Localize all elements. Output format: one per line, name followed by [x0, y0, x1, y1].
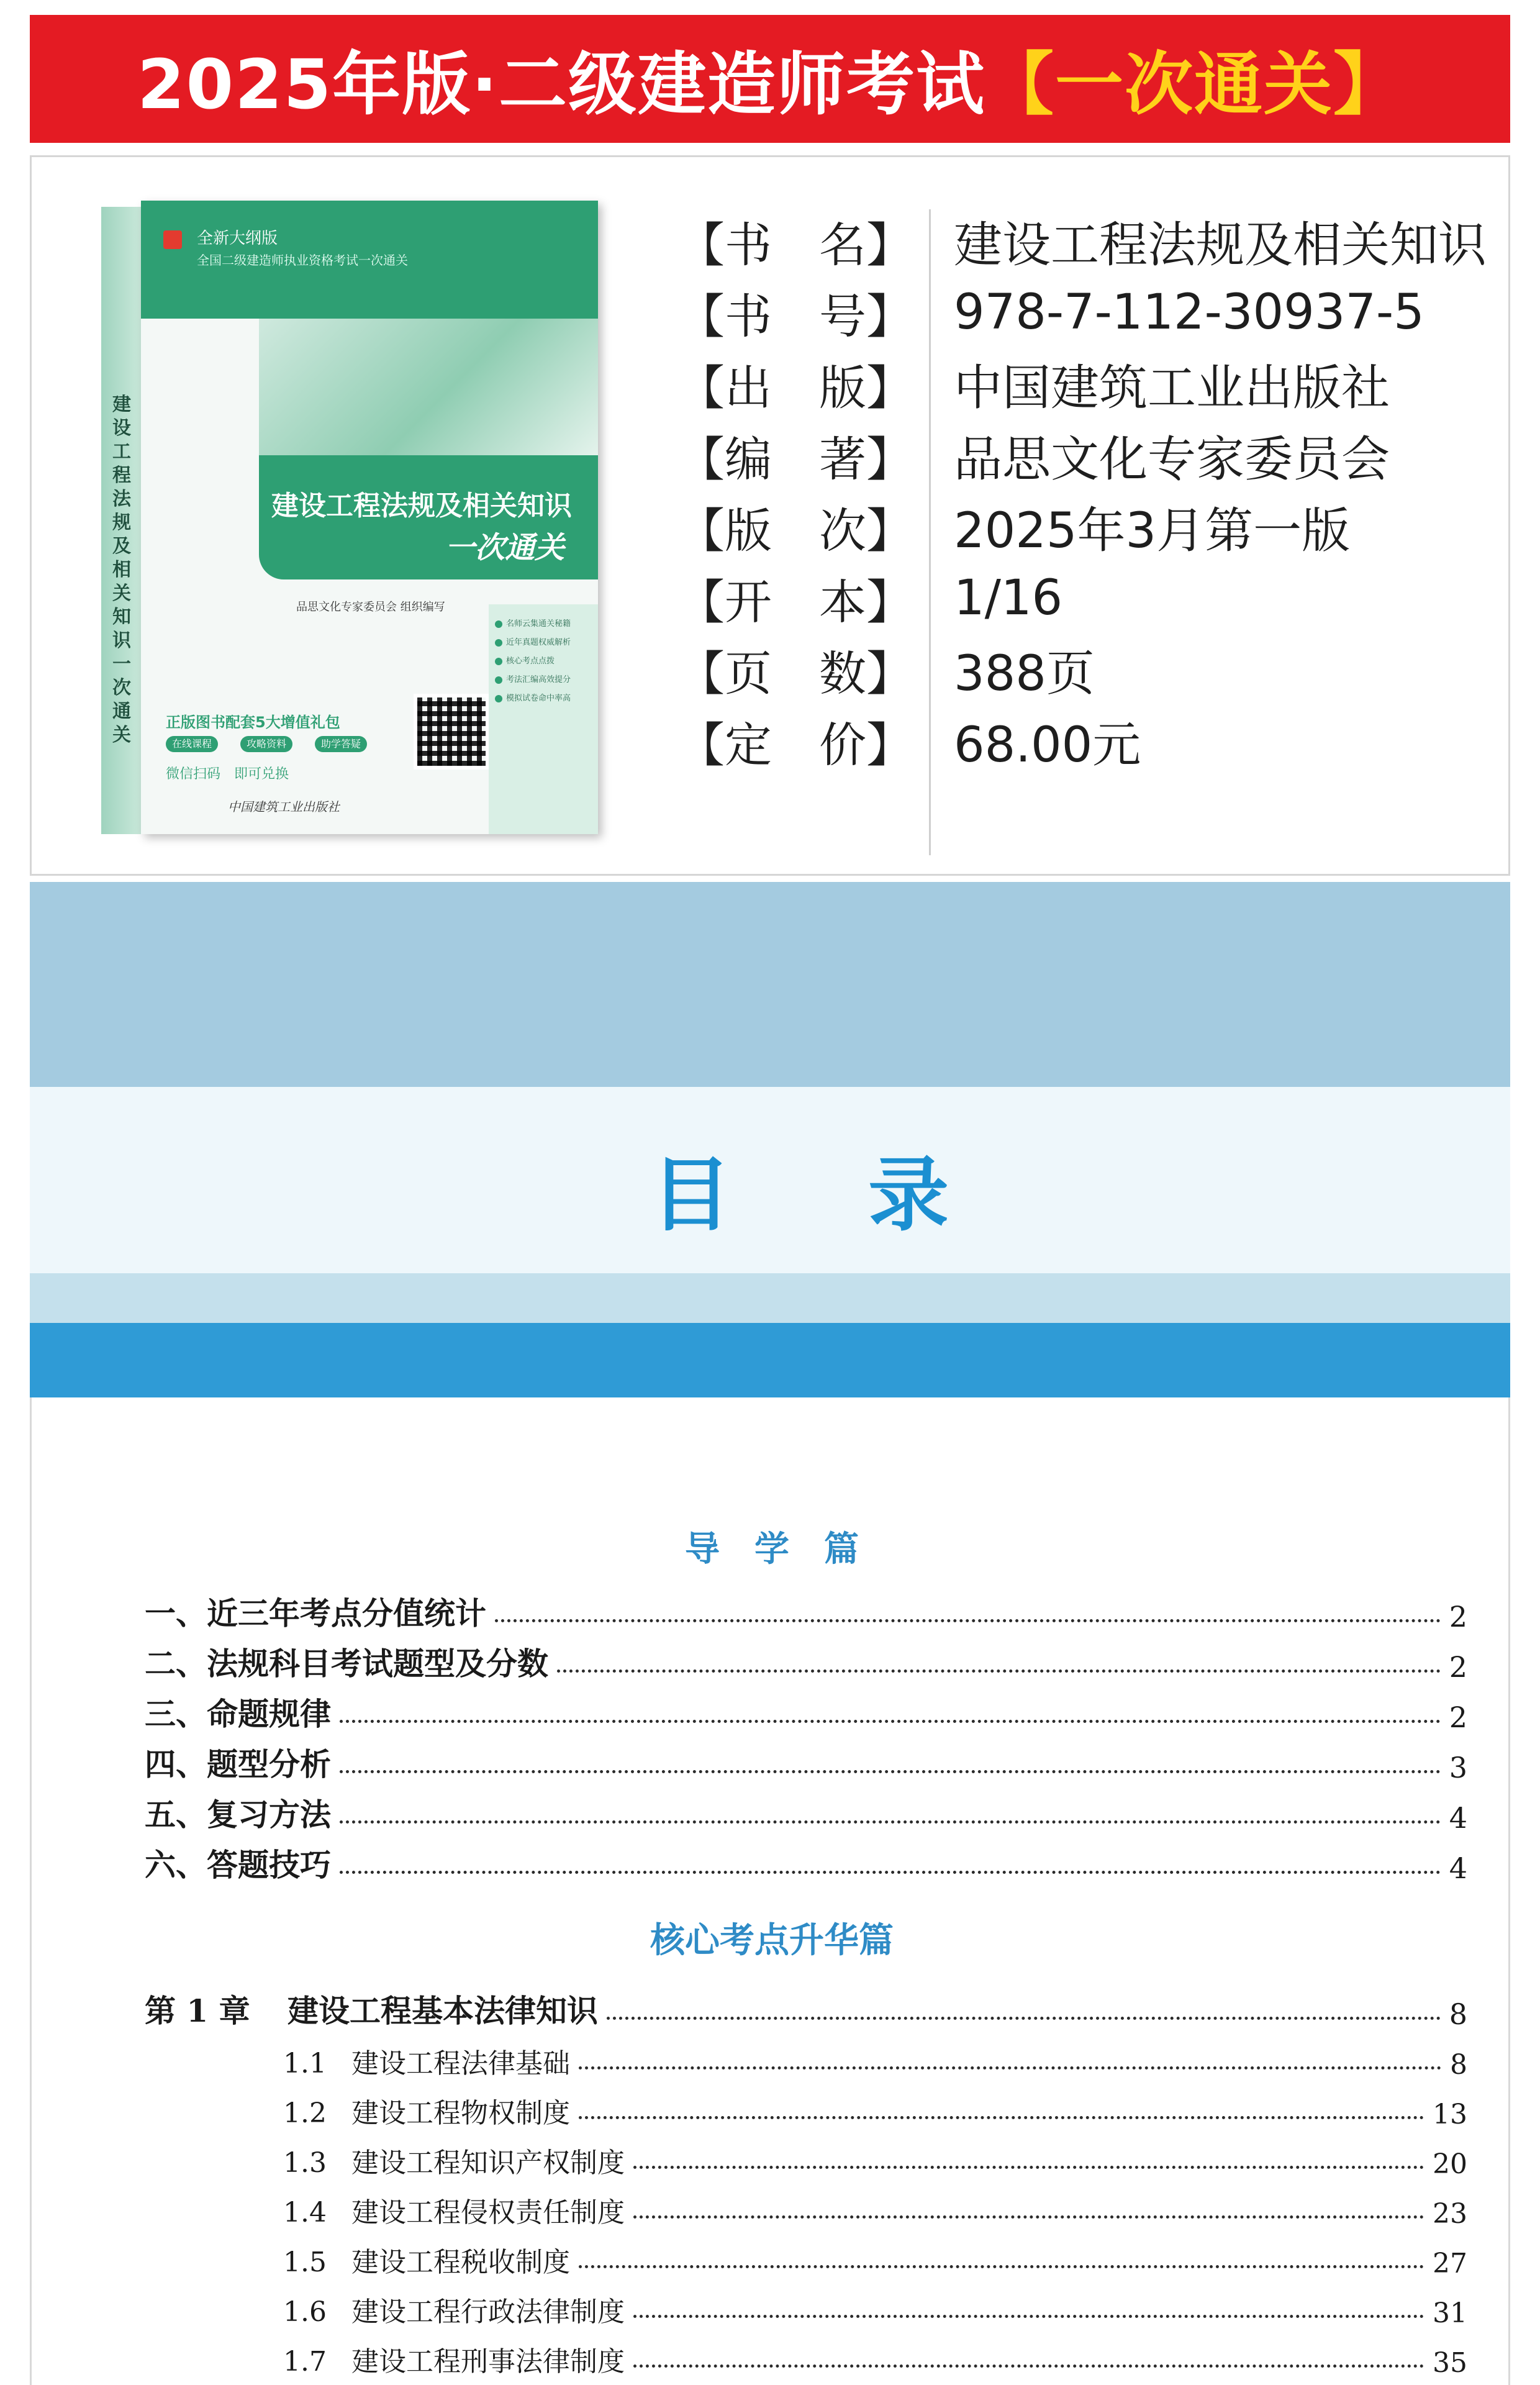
toc-section-entry[interactable] [283, 2037, 1467, 2081]
cover-title: 建设工程法规及相关知识 [271, 490, 572, 522]
toc-page-number: 31 [1433, 2297, 1467, 2329]
toc-leader-dots [607, 2017, 1441, 2020]
toc-page-number: 13 [1433, 2099, 1467, 2130]
book-front [141, 201, 598, 834]
promo-banner [30, 15, 1510, 143]
cover-subtitle: 一次通关 [445, 530, 565, 565]
toc-page-number: 2 [1449, 1650, 1467, 1684]
cover-feature: 近年真题权威解析 [495, 635, 571, 647]
info-label: 【出 版】 [677, 360, 913, 416]
book-cover-image [101, 201, 598, 834]
info-label: 【版 次】 [677, 502, 913, 558]
toc-page-number: 8 [1449, 1997, 1467, 2031]
toc-entry-label: 一、近三年考点分值统计 [145, 1595, 486, 1632]
info-value: 1/16 [954, 570, 1063, 626]
cover-feature: 模拟试卷命中率高 [495, 691, 571, 703]
toc-page-number: 4 [1449, 1801, 1467, 1835]
qr-code-icon [417, 697, 486, 766]
cover-building-image [259, 319, 598, 455]
info-value: 388页 [954, 646, 1095, 702]
cover-promo: 正版图书配套5大增值礼包 [166, 714, 340, 731]
toc-section-label [283, 2240, 570, 2279]
toc-page-number: 2 [1449, 1701, 1467, 1734]
band-dark [30, 1323, 1510, 1397]
cover-feature-panel [489, 604, 598, 834]
chapter-title: 建设工程基本法律知识 [288, 1992, 598, 2029]
toc-section-label [283, 2041, 570, 2081]
toc-section-label [283, 2140, 625, 2180]
toc-section-label [283, 2339, 625, 2379]
toc-entry[interactable] [145, 1842, 1467, 1885]
cover-publisher: 中国建筑工业出版社 [228, 799, 340, 814]
info-value: 品思文化专家委员会 [954, 432, 1390, 488]
book-spine [101, 207, 141, 834]
info-label: 【书 名】 [677, 217, 913, 273]
promo-chip: 在线课程 [166, 736, 218, 752]
toc-entry-label: 二、法规科目考试题型及分数 [145, 1645, 548, 1682]
toc-page-number: 27 [1433, 2248, 1467, 2279]
info-label: 【开 本】 [677, 574, 913, 630]
info-row [677, 207, 1510, 275]
toc-section-entry[interactable] [283, 2335, 1467, 2379]
toc-chapter-label [145, 1986, 598, 2031]
section-title: 建设工程税收制度 [351, 2246, 570, 2278]
spine-text: 建设工程法规及相关知识一次通关 [112, 394, 131, 746]
info-label: 【定 价】 [677, 717, 913, 773]
toc-section-entry[interactable] [283, 2137, 1467, 2180]
toc-page-number: 3 [1449, 1751, 1467, 1784]
cover-author: 品思文化专家委员会 组织编写 [296, 601, 445, 614]
info-value: 中国建筑工业出版社 [954, 360, 1390, 416]
toc-leader-dots [579, 2265, 1424, 2268]
info-value: 68.00元 [954, 717, 1141, 773]
toc-entry-label: 四、题型分析 [145, 1746, 331, 1783]
cover-edition: 全新大纲版 [197, 229, 278, 248]
info-row [677, 278, 1510, 347]
toc-leader-dots [633, 2166, 1424, 2169]
toc-entry[interactable] [145, 1741, 1467, 1784]
toc-page-number: 4 [1449, 1851, 1467, 1885]
section-title: 建设工程侵权责任制度 [351, 2197, 625, 2228]
toc-heading: 目录 [651, 1147, 1086, 1242]
info-value: 建设工程法规及相关知识 [954, 217, 1487, 273]
toc-section-label [283, 2091, 570, 2130]
toc-entry-label: 六、答题技巧 [145, 1847, 331, 1883]
info-row [677, 493, 1510, 561]
info-row [677, 421, 1510, 489]
section-number: 1.7 [283, 2346, 327, 2378]
info-row [677, 707, 1510, 775]
toc-leader-dots [633, 2215, 1424, 2219]
toc-leader-dots [633, 2365, 1424, 2368]
section-number: 1.4 [283, 2197, 327, 2228]
info-value: 978-7-112-30937-5 [954, 284, 1424, 340]
toc-section-entry[interactable] [283, 2186, 1467, 2230]
toc-header-band [30, 882, 1510, 1397]
toc-entry[interactable] [145, 1590, 1467, 1633]
toc-section-label [283, 2289, 625, 2329]
toc-entry-label: 五、复习方法 [145, 1796, 331, 1833]
toc-page-number: 35 [1433, 2347, 1467, 2379]
banner-title: 2025年版·二级建造师考试 [137, 45, 985, 124]
toc-page-number: 23 [1433, 2198, 1467, 2230]
banner-highlight: 【一次通关】 [985, 45, 1403, 124]
toc-leader-dots [495, 1619, 1441, 1622]
section-number: 1.2 [283, 2097, 327, 2129]
section-number: 1.1 [283, 2048, 327, 2079]
info-label: 【编 著】 [677, 431, 913, 487]
toc-page-number: 20 [1433, 2148, 1467, 2180]
info-row [677, 350, 1510, 418]
cover-feature: 考法汇编高效提分 [495, 673, 571, 684]
toc-entry[interactable] [145, 1691, 1467, 1734]
toc-leader-dots [340, 1871, 1441, 1874]
section-number: 1.5 [283, 2246, 327, 2278]
section-title: 建设工程知识产权制度 [351, 2147, 625, 2179]
toc-chapter-entry[interactable] [145, 1988, 1467, 2031]
toc-page [30, 1397, 1510, 2385]
toc-leader-dots [633, 2315, 1424, 2318]
core-section-title: 核心考点升华篇 [650, 1920, 894, 1961]
toc-section-label [283, 2190, 625, 2230]
info-value: 2025年3月第一版 [954, 503, 1351, 559]
section-title: 建设工程刑事法律制度 [351, 2346, 625, 2378]
info-label: 【页 数】 [677, 645, 913, 701]
band-mid [30, 1273, 1510, 1323]
section-title: 建设工程物权制度 [351, 2097, 570, 2129]
cover-series: 全国二级建造师执业资格考试一次通关 [197, 253, 408, 268]
toc-leader-dots [557, 1670, 1441, 1673]
toc-leader-dots [340, 1720, 1441, 1723]
toc-entry[interactable] [145, 1791, 1467, 1835]
cover-promo-sub: 微信扫码 即可兑换 [166, 766, 289, 782]
info-row [677, 564, 1510, 632]
section-number: 1.6 [283, 2296, 327, 2328]
toc-page-number: 8 [1450, 2049, 1467, 2081]
book-info-card [30, 155, 1510, 876]
toc-leader-dots [579, 2066, 1441, 2069]
toc-leader-dots [340, 1770, 1441, 1773]
info-row [677, 635, 1510, 704]
section-title: 建设工程行政法律制度 [351, 2296, 625, 2328]
chapter-number: 第 1 章 [145, 1992, 250, 2029]
promo-chip: 攻略资料 [240, 736, 292, 752]
toc-leader-dots [579, 2116, 1424, 2119]
toc-section-entry[interactable] [283, 2087, 1467, 2130]
toc-entry-label: 三、命题规律 [145, 1696, 331, 1732]
promo-chip: 助学答疑 [315, 736, 367, 752]
publisher-logo-icon [163, 230, 182, 249]
section-title: 建设工程法律基础 [351, 2048, 570, 2079]
toc-page-number: 2 [1449, 1600, 1467, 1633]
cover-feature: 核心考点点拨 [495, 654, 555, 666]
toc-section-entry[interactable] [283, 2286, 1467, 2329]
cover-title-panel [259, 455, 598, 579]
cover-feature: 名师云集通关秘籍 [495, 617, 571, 629]
guide-section-title: 导 学 篇 [685, 1529, 859, 1570]
toc-entry[interactable] [145, 1640, 1467, 1684]
toc-leader-dots [340, 1820, 1441, 1824]
info-label: 【书 号】 [677, 288, 913, 344]
section-number: 1.3 [283, 2147, 327, 2179]
toc-section-entry[interactable] [283, 2236, 1467, 2279]
